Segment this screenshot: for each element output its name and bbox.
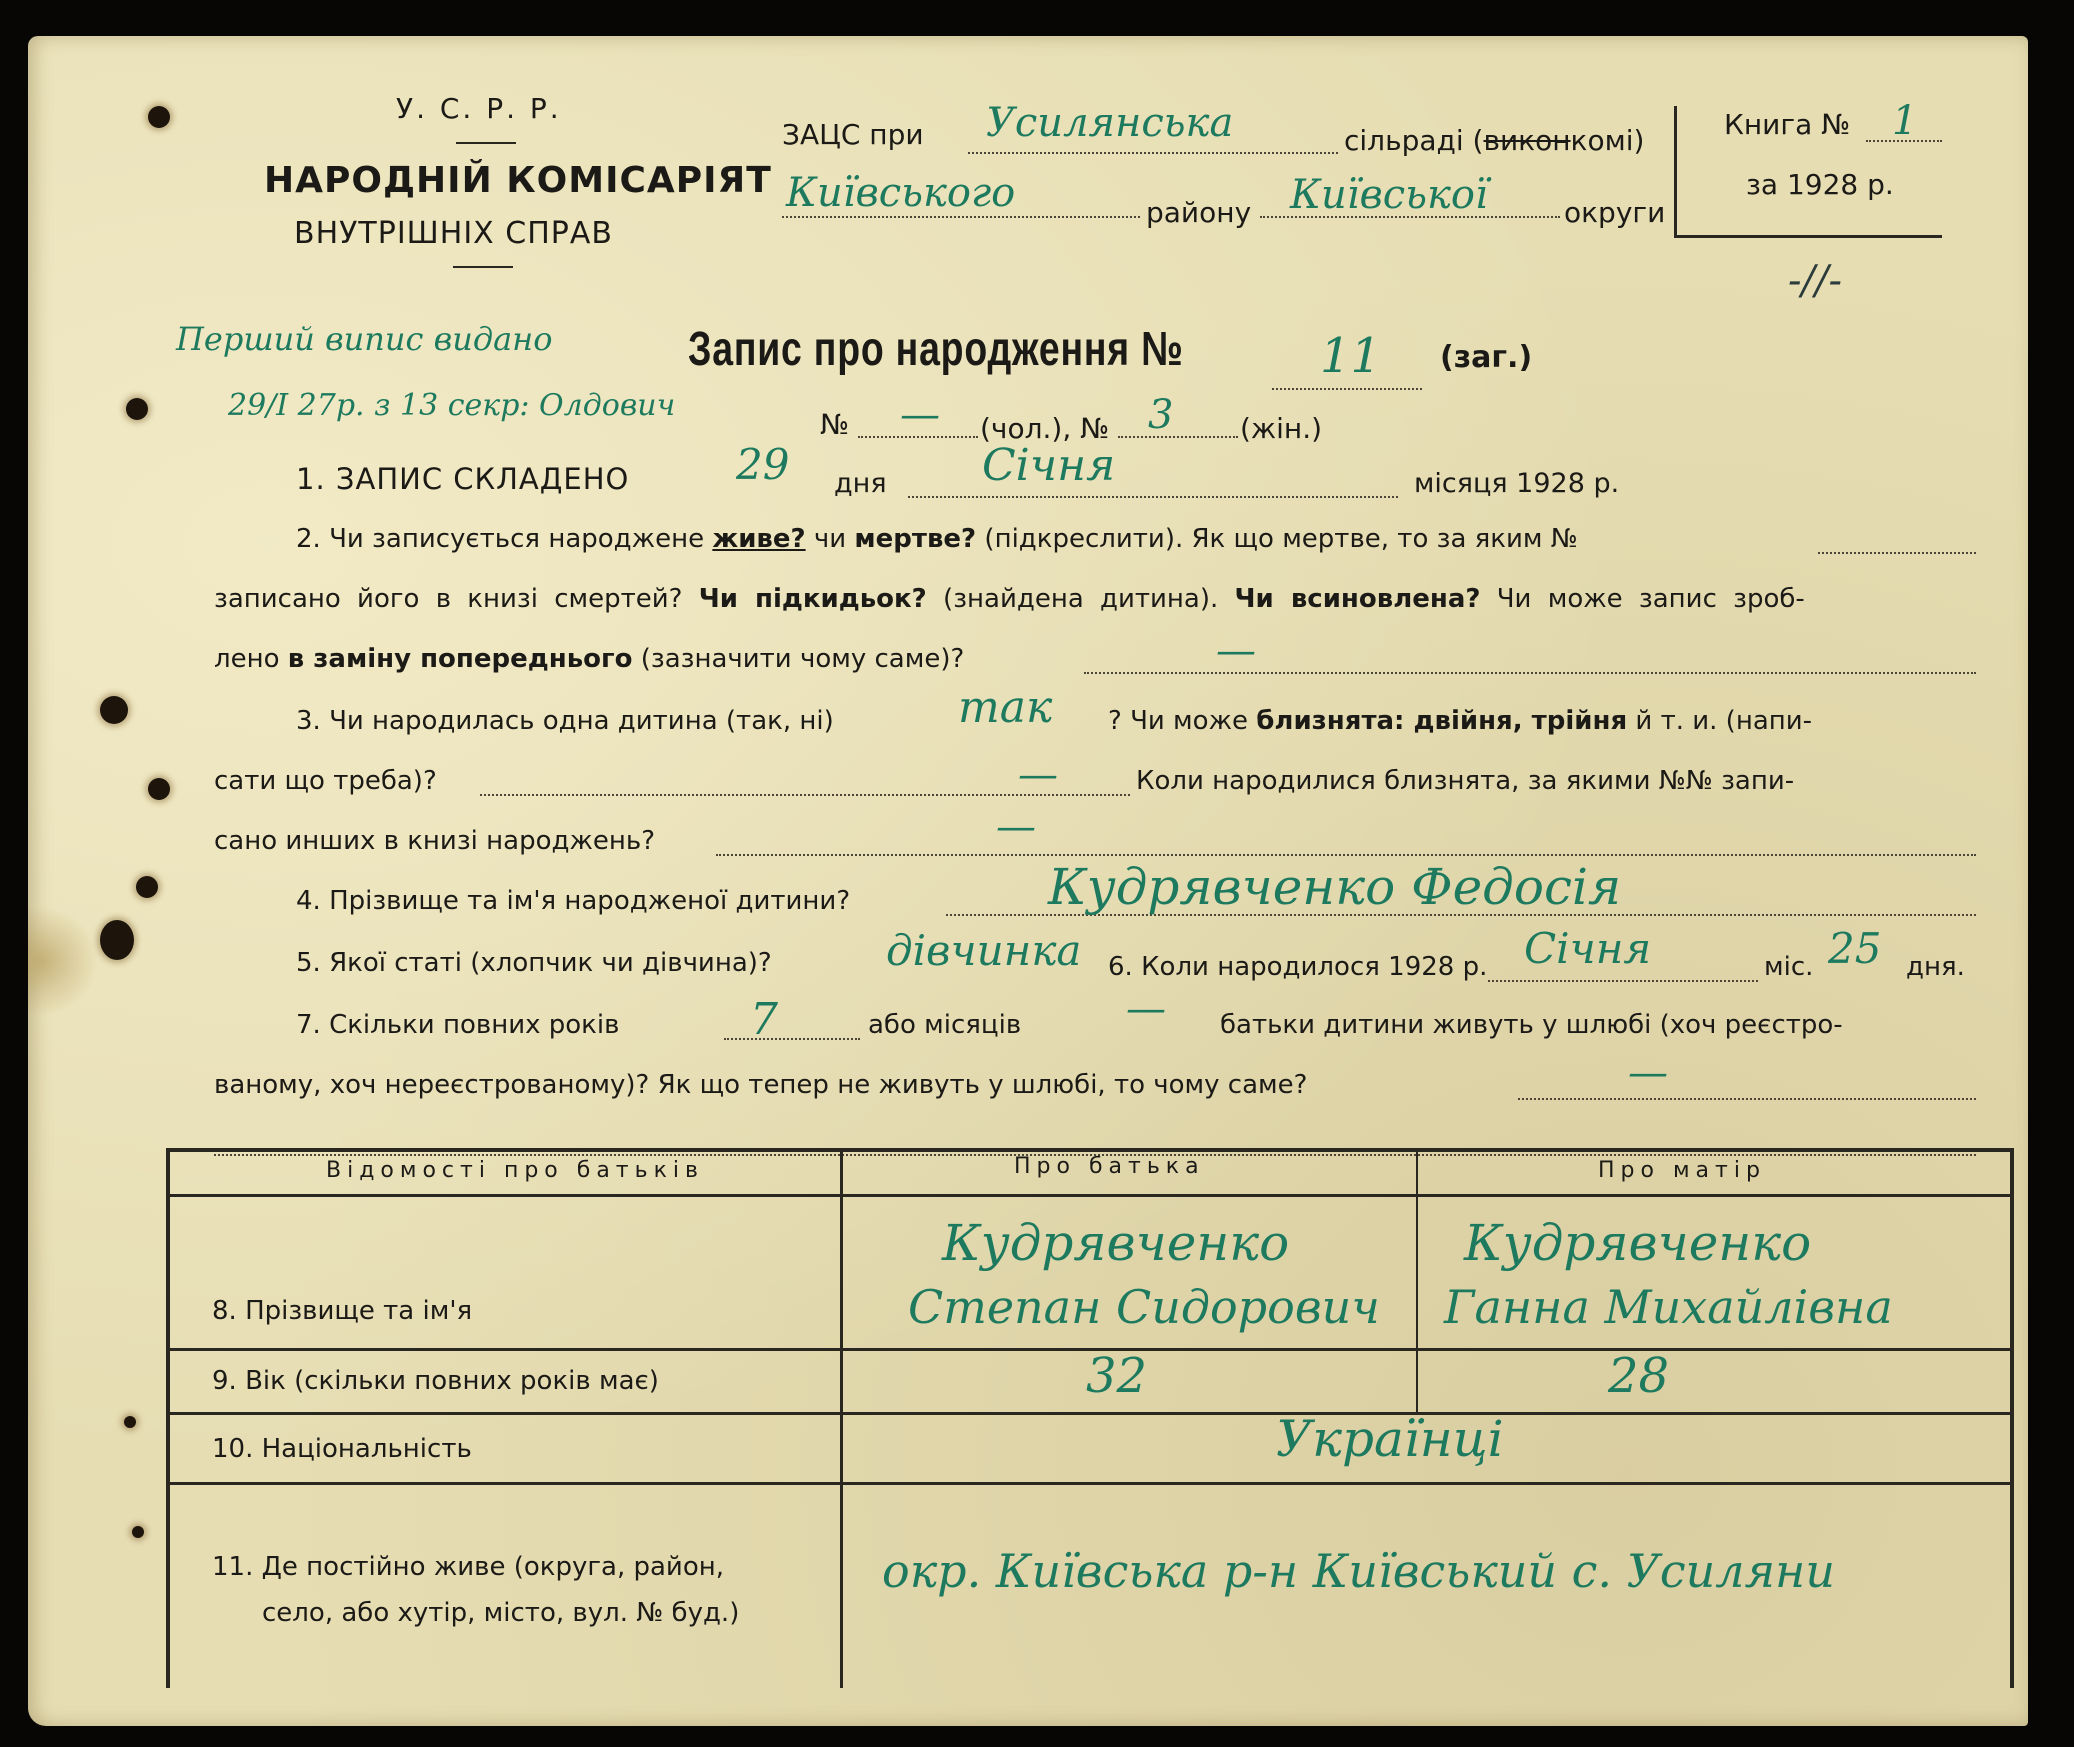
record-number-handwritten: 11 <box>1320 328 1382 384</box>
item4-handwritten: Кудрявченко Федосія <box>1048 858 1622 916</box>
item1-label: 1. ЗАПИС СКЛАДЕНО <box>296 462 630 496</box>
item7-years-handwritten: 7 <box>750 994 778 1045</box>
okruha-handwritten: Київської <box>1290 172 1488 218</box>
zhin-underline <box>1118 436 1238 438</box>
book-number-handwritten: 1 <box>1892 98 1918 144</box>
item2-line1: 2. Чи записується народжене живе? чи мертве? (підкреслити). Як що мертве, то за яким № <box>296 524 1578 554</box>
book-box-bottom <box>1674 235 1942 238</box>
binder-hole <box>100 696 128 724</box>
zhin-handwritten: 3 <box>1148 392 1174 438</box>
item7-c: батьки дитини живуть у шлюбі (хоч реєстро- <box>1220 1010 1843 1040</box>
no-label: № <box>820 408 850 441</box>
item7-a: 7. Скільки повних років <box>296 1010 620 1040</box>
item7-d: ваному, хоч нереєстрованому)? Як що тепер не живуть у шлюбі, то чому саме? <box>214 1070 1308 1100</box>
table-row-divider <box>166 1482 2014 1485</box>
record-title: Запис про народження № <box>688 323 1184 376</box>
item3-line1b: ? Чи може близнята: двійня, трійня й т. и. (напи- <box>1108 706 1813 736</box>
item1-dnya: дня <box>834 468 887 499</box>
book-dash-handwritten: -//- <box>1788 258 1842 304</box>
table-col-divider <box>1416 1148 1418 1414</box>
table-header-mother: Про матір <box>1598 1158 1766 1183</box>
mother-name-handwritten: Ганна Михайлівна <box>1444 1280 1893 1334</box>
item7-years-underline <box>724 1038 860 1040</box>
item6-month-handwritten: Січня <box>1524 924 1652 973</box>
book-label: Книга № <box>1724 108 1851 141</box>
item1-month-handwritten: Січня <box>982 440 1116 491</box>
table-row-divider <box>166 1412 2014 1415</box>
row11-label1: 11. Де постійно живе (округа, район, <box>212 1552 725 1582</box>
row11-label2: село, або хутір, місто, вул. № буд.) <box>262 1598 740 1628</box>
binder-hole <box>100 920 134 960</box>
district-underline <box>782 216 1140 218</box>
item7-handwritten: — <box>1628 1050 1668 1096</box>
margin-note-line2: 29/I 27р. з 13 секр: Олдович <box>228 388 676 423</box>
row9-label: 9. Вік (скільки повних років має) <box>212 1366 659 1396</box>
binder-hole <box>148 106 170 128</box>
binder-hole <box>126 398 148 420</box>
item3-line3: сано инших в книзі народжень? <box>214 826 655 856</box>
father-name-handwritten: Степан Сидорович <box>908 1280 1380 1334</box>
item1-tail: місяця 1928 р. <box>1414 468 1620 499</box>
item3-handwritten3: — <box>996 804 1036 850</box>
binder-hole <box>136 876 158 898</box>
nationality-handwritten: Українці <box>1276 1410 1504 1468</box>
rayonu-label: району <box>1146 196 1252 229</box>
item3-line1: 3. Чи народилась одна дитина (так, ні) <box>296 706 834 736</box>
row10-label: 10. Національність <box>212 1434 472 1464</box>
binder-hole <box>124 1416 136 1428</box>
chol-label: (чол.), № <box>980 412 1110 445</box>
item5-handwritten: дівчинка <box>886 926 1082 975</box>
chol-handwritten: — <box>900 392 940 438</box>
table-header-father: Про батька <box>1014 1154 1205 1179</box>
commissariat-title: НАРОДНІЙ КОМІСАРІЯТ <box>264 160 772 201</box>
item5-label: 5. Якої статі (хлопчик чи дівчина)? <box>296 948 772 978</box>
item3-line2b: Коли народилися близнята, за якими №№ запи- <box>1136 766 1795 796</box>
table-right-border <box>2010 1148 2014 1688</box>
item2-line3: лено в заміну попереднього (зазначити чому саме)? <box>214 644 965 674</box>
zhin-label: (жін.) <box>1240 412 1323 445</box>
silradi-label: сільраді (виконкомі) <box>1344 124 1645 157</box>
table-header-info: Відомості про батьків <box>326 1158 704 1183</box>
item6-mis: міс. <box>1764 952 1814 982</box>
ussr-label: У. С. Р. Р. <box>396 92 562 125</box>
divider <box>456 142 516 144</box>
parents-table <box>166 1148 2014 1688</box>
table-col-divider <box>840 1148 843 1688</box>
record-number-underline <box>1272 388 1422 390</box>
binder-hole <box>148 778 170 800</box>
okruhy-label: округи <box>1564 196 1666 229</box>
item3-handwritten: так <box>958 682 1053 733</box>
book-box-left <box>1674 106 1677 238</box>
book-year: за 1928 р. <box>1746 168 1894 201</box>
item2-handwritten: — <box>1216 628 1256 674</box>
item3-line3-underline <box>716 854 1976 856</box>
father-age-handwritten: 32 <box>1086 1348 1148 1404</box>
binder-hole <box>132 1526 144 1538</box>
margin-note-line1: Перший випис видано <box>176 320 553 358</box>
item7-underline <box>1518 1098 1976 1100</box>
table-top-border <box>166 1148 2014 1152</box>
item2-number-underline <box>1818 552 1976 554</box>
item3-handwritten2: — <box>1018 752 1058 798</box>
item6-day-handwritten: 25 <box>1828 924 1882 973</box>
father-surname-handwritten: Кудрявченко <box>942 1214 1290 1272</box>
item3-line2: сати що треба)? <box>214 766 437 796</box>
item1-day-handwritten: 29 <box>736 440 790 489</box>
document-page <box>28 36 2028 1726</box>
village-underline <box>968 152 1338 154</box>
item7-b: або місяців <box>868 1010 1022 1040</box>
district-handwritten: Київського <box>786 170 1016 216</box>
item7-months-handwritten: — <box>1126 986 1166 1032</box>
row8-label: 8. Прізвище та ім'я <box>212 1296 473 1326</box>
zags-prefix: ЗАЦС при <box>782 118 924 151</box>
table-left-border <box>166 1148 170 1688</box>
item2-line2: записано його в книзі смертей? Чи підкидьок? (знайдена дитина). Чи всиновлена? Чи може запис зроб- <box>214 584 1805 614</box>
item6-label: 6. Коли народилося 1928 р. <box>1108 952 1488 982</box>
internal-affairs-title: ВНУТРІШНІХ СПРАВ <box>294 216 613 251</box>
residence-handwritten: окр. Київська р-н Київський с. Усиляни <box>882 1544 1835 1598</box>
record-zag: (заг.) <box>1440 340 1533 375</box>
table-header-divider <box>166 1194 2014 1197</box>
item6-dnya: дня. <box>1906 952 1965 982</box>
paper-damage <box>28 906 98 1016</box>
item4-label: 4. Прізвище та ім'я народженої дитини? <box>296 886 851 916</box>
item6-month-underline <box>1488 980 1758 982</box>
village-handwritten: Усилянська <box>986 100 1234 146</box>
mother-surname-handwritten: Кудрявченко <box>1464 1214 1812 1272</box>
mother-age-handwritten: 28 <box>1608 1348 1670 1404</box>
item1-month-underline <box>908 496 1398 498</box>
divider <box>453 266 513 268</box>
